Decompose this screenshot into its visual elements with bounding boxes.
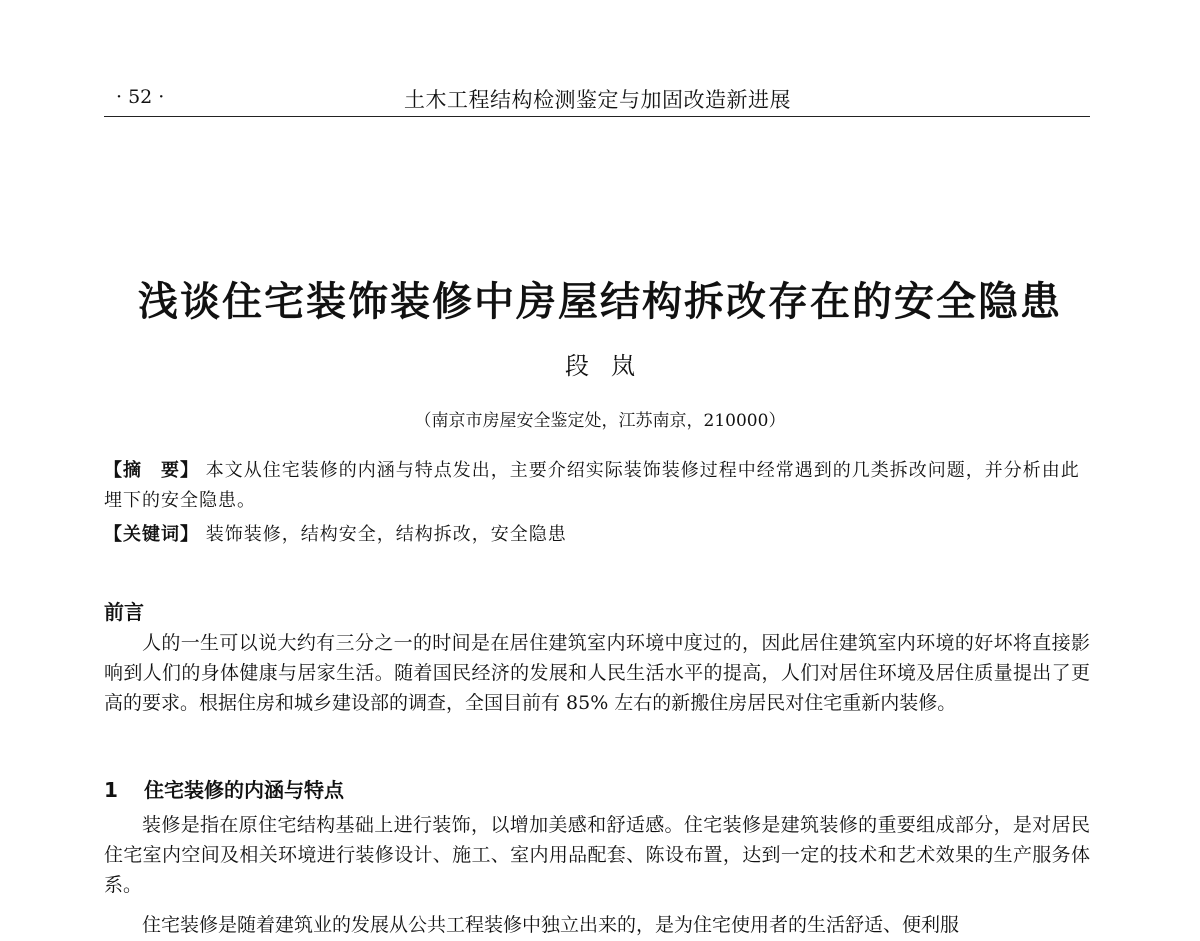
keywords-text: 装饰装修，结构安全，结构拆改，安全隐患 bbox=[205, 524, 567, 545]
section-1-paragraph-1: 装修是指在原住宅结构基础上进行装饰，以增加美感和舒适感。住宅装修是建筑装修的重要组成部分，是对居民住宅室内空间及相关环境进行装修设计、施工、室内用品配套、陈设布置，达到一定的技术和艺术效果的生产服务体系。 bbox=[104, 814, 1090, 896]
author-affiliation: （南京市房屋安全鉴定处，江苏南京，210000） bbox=[414, 411, 786, 431]
section-heading-text: 住宅装修的内涵与特点 bbox=[144, 778, 344, 802]
article-title: 浅谈住宅装饰装修中房屋结构拆改存在的安全隐患 bbox=[138, 278, 1062, 325]
preface-paragraph: 人的一生可以说大约有三分之一的时间是在居住建筑室内环境中度过的，因此居住建筑室内环境的好坏将直接影响到人们的身体健康与居家生活。随着国民经济的发展和人民生活水平的提高，人们对居住环境及居住质量提出了更高的要求。根据住房和城乡建设部的调查，全国目前有 85% 左右的新搬住房居民对住宅重新内装修。 bbox=[104, 632, 1090, 714]
section-number: 1 bbox=[104, 778, 118, 802]
abstract-text: 本文从住宅装修的内涵与特点发出，主要介绍实际装饰装修过程中经常遇到的几类拆改问题，并分析由此埋下的安全隐患。 bbox=[104, 460, 1080, 511]
keywords bbox=[104, 520, 1090, 550]
journal-title: 土木工程结构检测鉴定与加固改造新进展 bbox=[404, 88, 791, 112]
keywords-label: 【关键词】 bbox=[104, 524, 199, 545]
running-head bbox=[104, 80, 1090, 117]
section-heading-1 bbox=[104, 774, 344, 803]
section-heading-preface: 前言 bbox=[104, 600, 144, 624]
author-name: 段岚 bbox=[565, 352, 657, 380]
section-1-paragraph-2: 住宅装修是随着建筑业的发展从公共工程装修中独立出来的，是为住宅使用者的生活舒适、便利服 bbox=[142, 914, 960, 936]
abstract bbox=[104, 456, 1090, 516]
abstract-label: 【摘 要】 bbox=[104, 460, 199, 481]
page-number: · 52 · bbox=[116, 86, 165, 108]
